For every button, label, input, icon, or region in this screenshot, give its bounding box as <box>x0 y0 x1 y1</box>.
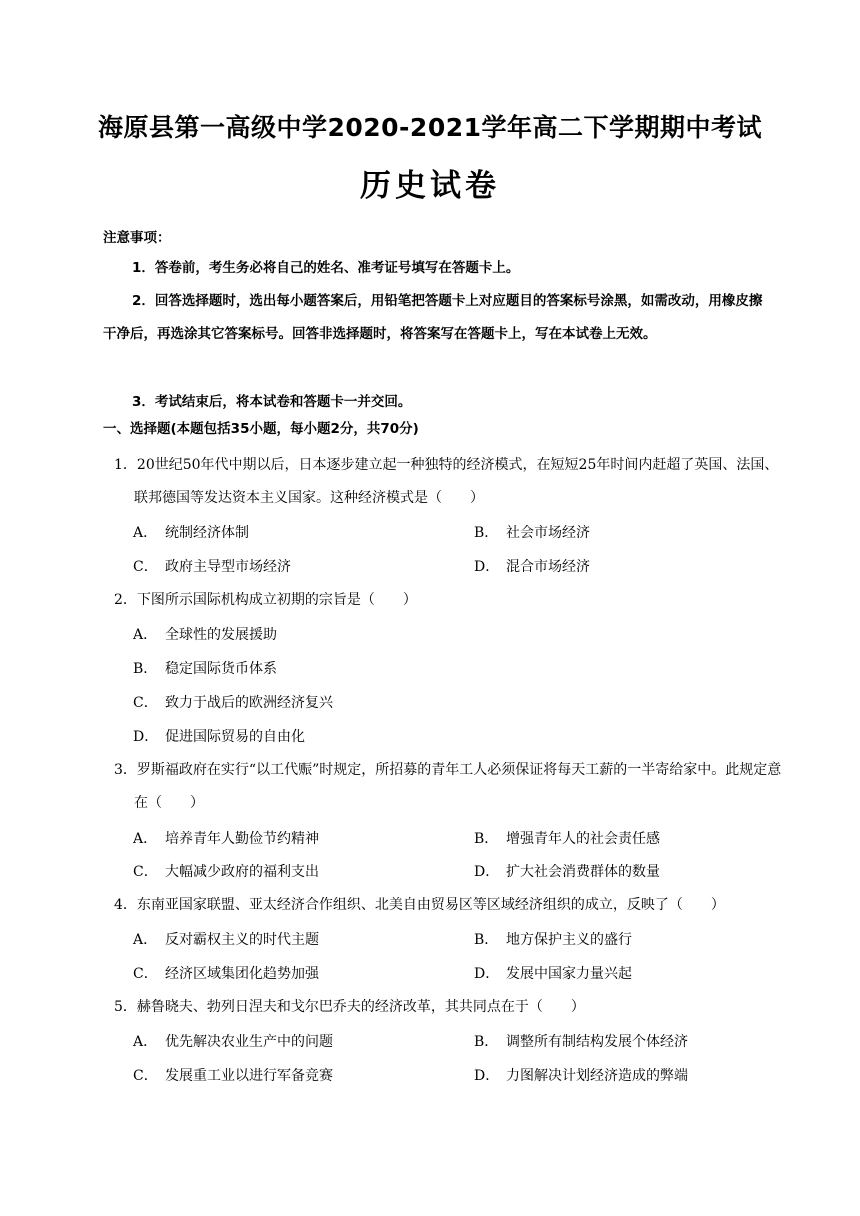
option-text: 扩大社会消费群体的数量 <box>506 864 660 880</box>
question-3-option-b <box>474 829 660 849</box>
question-2-stem: 2．下图所示国际机构成立初期的宗旨是（ ） <box>114 592 417 608</box>
option-letter: A． <box>133 627 158 643</box>
option-text: 促进国际贸易的自由化 <box>165 729 305 745</box>
notice-item-2: 2．回答选择题时，选出每小题答案后，用铅笔把答题卡上对应题目的答案标号涂黑，如需改动，用橡皮擦干净后，再选涂其它答案标号。回答非选择题时，将答案写在答题卡上，写在本试卷上无效。 <box>103 293 763 342</box>
notice-item-3: 3．考试结束后，将本试卷和答题卡一并交回。 <box>132 394 412 410</box>
option-text: 发展重工业以进行军备竞赛 <box>165 1068 333 1084</box>
question-5-option-a <box>133 1032 333 1052</box>
option-letter: D． <box>133 729 159 745</box>
question-1-stem: 1．20世纪50年代中期以后，日本逐步建立起一种独特的经济模式，在短短25年时间内赶超了英国、法国、联邦德国等发达资本主义国家。这种经济模式是（ ） <box>114 457 779 506</box>
option-text: 培养青年人勤俭节约精神 <box>165 831 319 847</box>
question-1-option-d <box>474 557 590 577</box>
question-4-option-d <box>474 964 632 984</box>
question-2-option-a <box>133 625 277 645</box>
option-text: 力图解决计划经济造成的弊端 <box>506 1068 688 1084</box>
option-text: 发展中国家力量兴起 <box>506 966 632 982</box>
option-letter: C． <box>133 864 158 880</box>
option-letter: A． <box>133 932 158 948</box>
option-text: 地方保护主义的盛行 <box>506 932 632 948</box>
option-text: 致力于战后的欧洲经济复兴 <box>165 695 333 711</box>
option-text: 政府主导型市场经济 <box>165 559 291 575</box>
option-letter: B． <box>474 525 499 541</box>
option-letter: A． <box>133 831 158 847</box>
option-letter: B． <box>133 661 158 677</box>
question-2-option-d <box>133 727 305 747</box>
question-1-option-c <box>133 557 291 577</box>
question-3-stem: 3．罗斯福政府在实行“以工代赈”时规定，所招募的青年工人必须保证将每天工薪的一半寄给家中。此规定意在（ ） <box>114 762 782 811</box>
option-text: 稳定国际货币体系 <box>165 661 277 677</box>
option-letter: D． <box>474 1068 500 1084</box>
option-text: 经济区域集团化趋势加强 <box>165 966 319 982</box>
question-5-option-b <box>474 1032 688 1052</box>
option-text: 混合市场经济 <box>506 559 590 575</box>
option-text: 调整所有制结构发展个体经济 <box>506 1034 688 1050</box>
option-letter: D． <box>474 559 500 575</box>
question-5-option-d <box>474 1066 688 1086</box>
option-text: 优先解决农业生产中的问题 <box>165 1034 333 1050</box>
option-letter: A． <box>133 1034 158 1050</box>
question-1-option-b <box>474 523 590 543</box>
section-title: 一、选择题(本题包括35小题，每小题2分，共70分) <box>103 421 419 437</box>
option-letter: A． <box>133 525 158 541</box>
exam-title: 海原县第一高级中学2020-2021学年高二下学期期中考试 <box>97 113 763 142</box>
question-2-option-b <box>133 659 277 679</box>
option-letter: B． <box>474 932 499 948</box>
question-5-stem: 5．赫鲁晓夫、勃列日涅夫和戈尔巴乔夫的经济改革，其共同点在于（ ） <box>114 999 585 1015</box>
option-letter: B． <box>474 831 499 847</box>
question-4-stem: 4．东南亚国家联盟、亚太经济合作组织、北美自由贸易区等区域经济组织的成立，反映了（ ） <box>114 897 725 913</box>
question-5-option-c <box>133 1066 333 1086</box>
option-letter: C． <box>133 559 158 575</box>
option-letter: C． <box>133 1068 158 1084</box>
option-text: 增强青年人的社会责任感 <box>506 831 660 847</box>
question-3-option-a <box>133 829 319 849</box>
option-text: 社会市场经济 <box>506 525 590 541</box>
option-letter: D． <box>474 864 500 880</box>
option-letter: C． <box>133 966 158 982</box>
option-text: 全球性的发展援助 <box>165 627 277 643</box>
exam-subject-title: 历史试卷 <box>360 168 500 204</box>
question-1-option-a <box>133 523 249 543</box>
option-letter: D． <box>474 966 500 982</box>
option-text: 大幅减少政府的福利支出 <box>165 864 319 880</box>
notice-item-1: 1．答卷前，考生务必将自己的姓名、准考证号填写在答题卡上。 <box>132 260 520 276</box>
question-4-option-b <box>474 930 632 950</box>
question-3-option-d <box>474 862 660 882</box>
option-text: 反对霸权主义的时代主题 <box>165 932 319 948</box>
notice-heading: 注意事项： <box>103 230 171 246</box>
question-4-option-a <box>133 930 319 950</box>
question-3-option-c <box>133 862 319 882</box>
option-letter: C． <box>133 695 158 711</box>
question-2-option-c <box>133 693 333 713</box>
question-4-option-c <box>133 964 319 984</box>
option-letter: B． <box>474 1034 499 1050</box>
option-text: 统制经济体制 <box>165 525 249 541</box>
